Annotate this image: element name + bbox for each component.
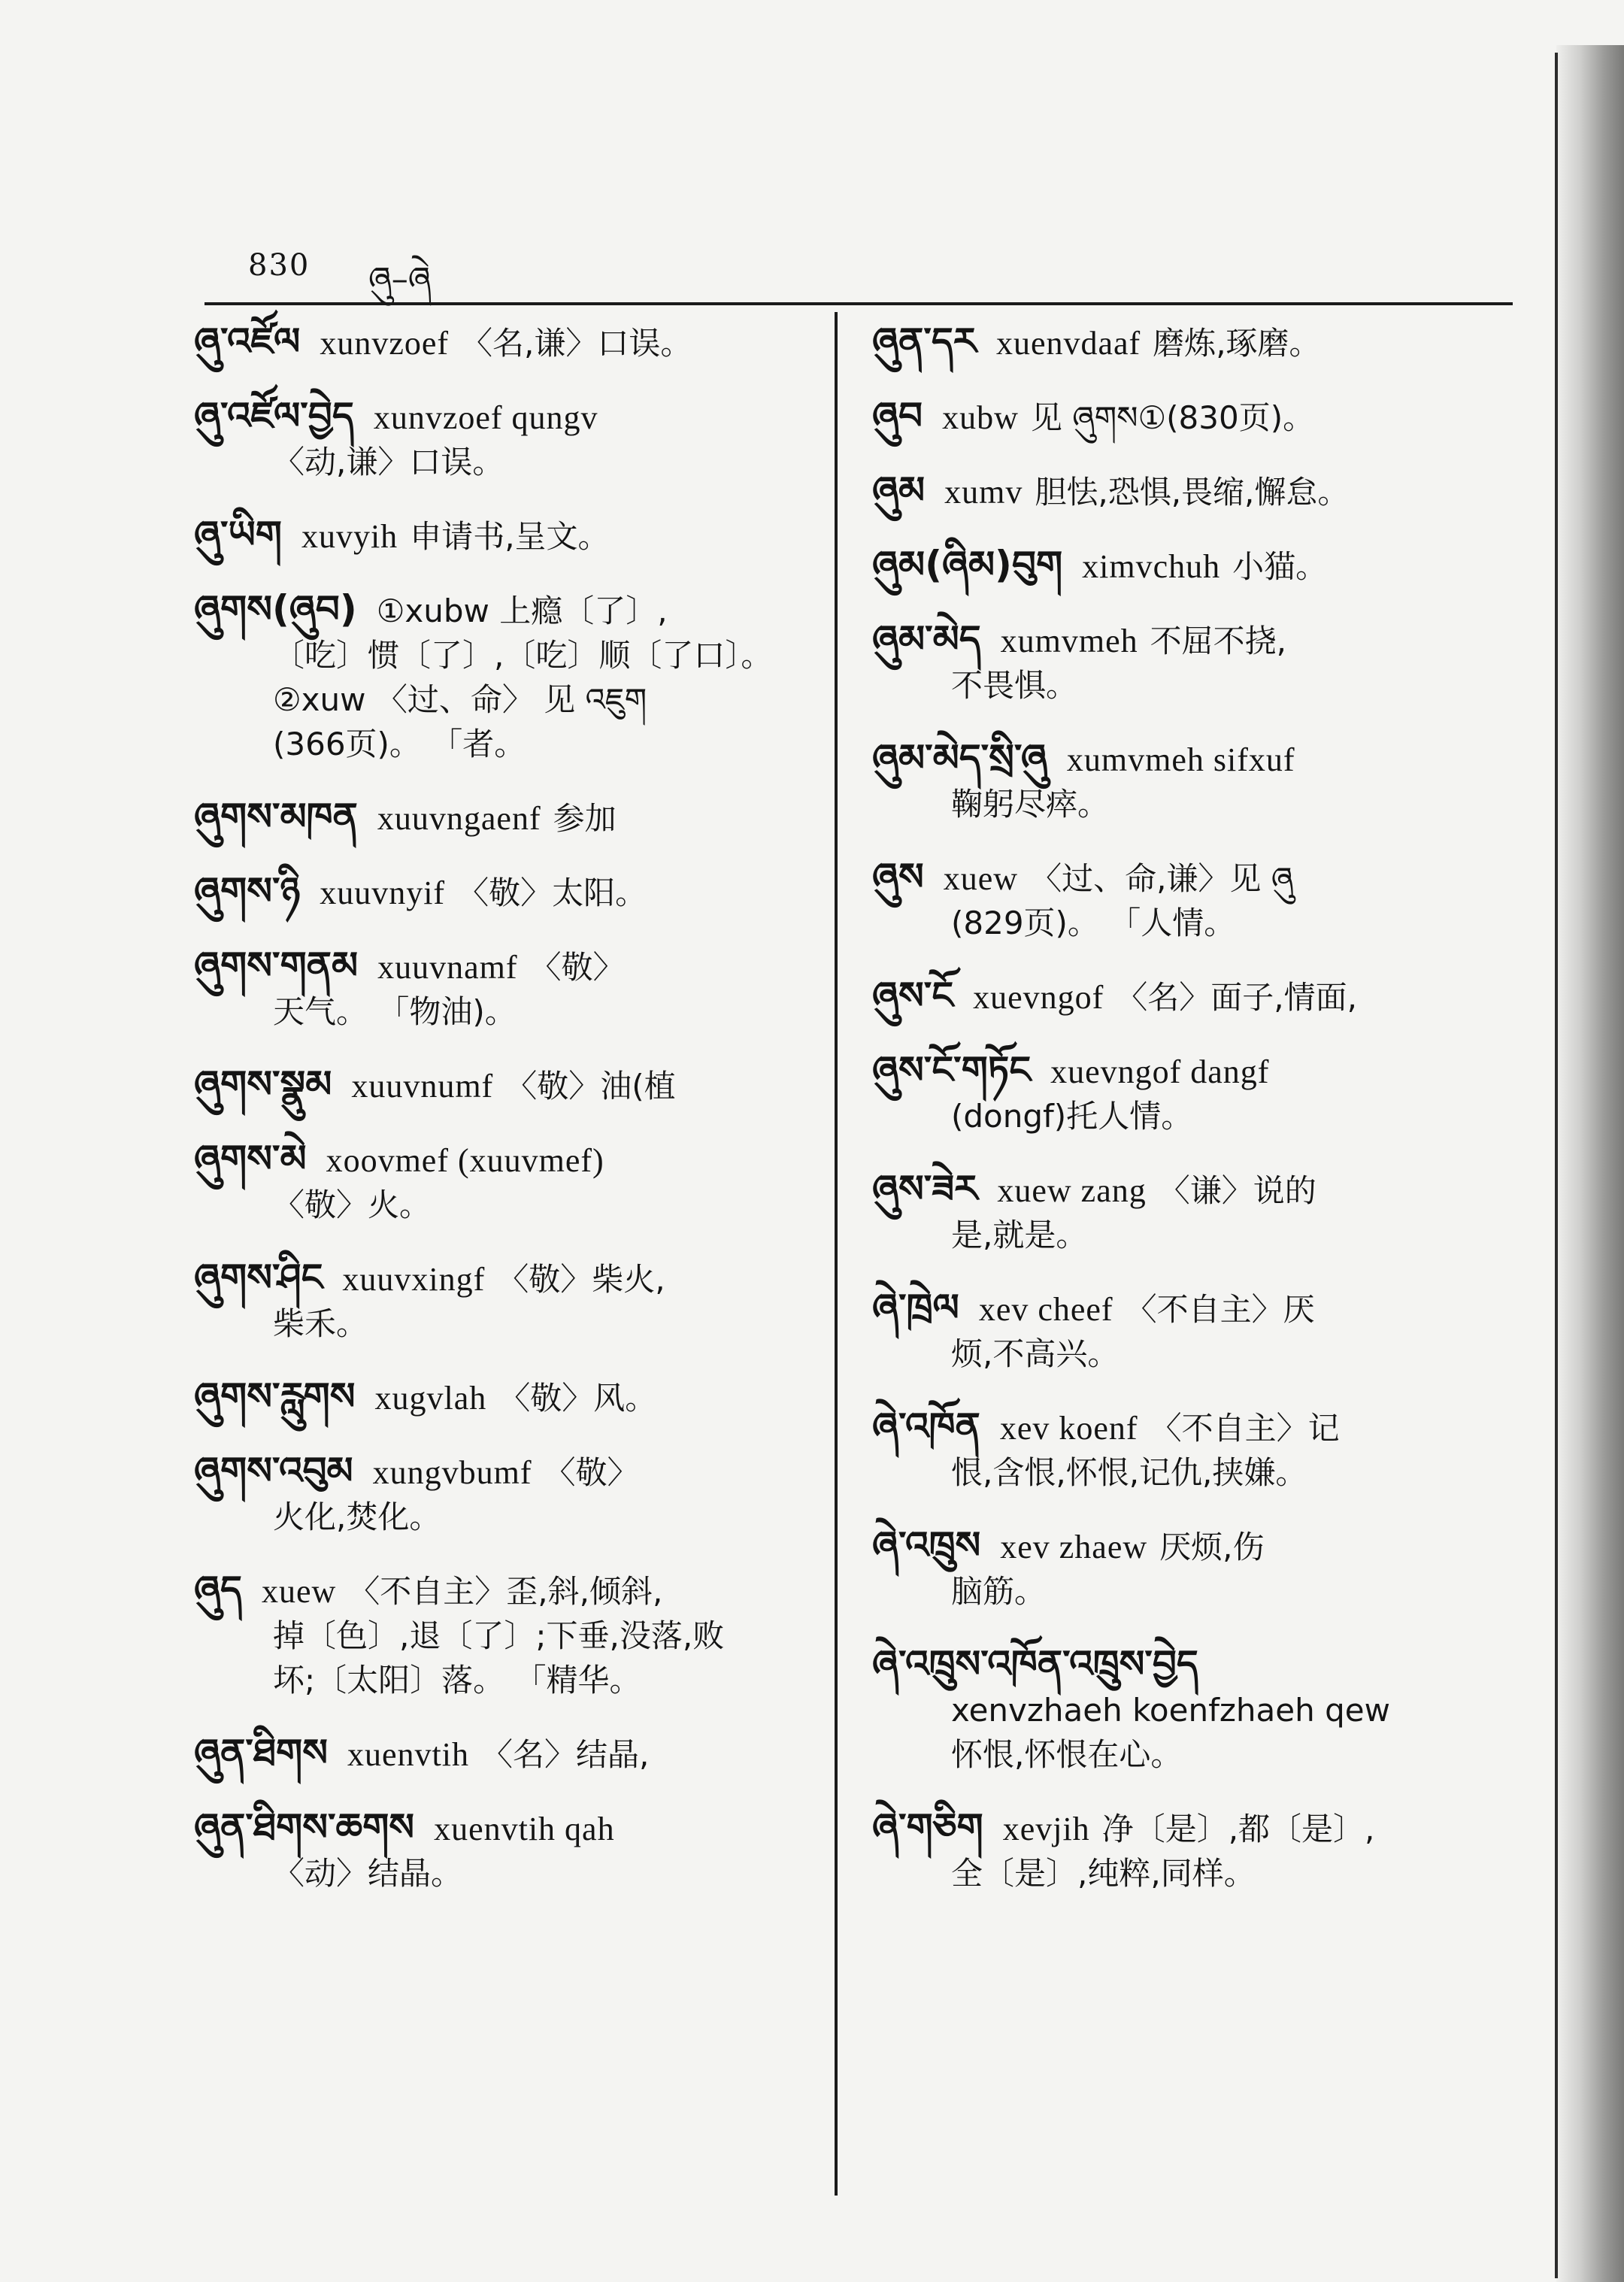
dictionary-entry [194, 587, 826, 766]
tibetan-headword: ཞུ་འཛོལ [194, 320, 301, 363]
romanization: xuvyih [301, 518, 398, 555]
page-edge-shadow [1556, 45, 1624, 2282]
definition-continuation: 烦,不高兴。 [951, 1335, 1120, 1372]
entry-headline [194, 1256, 826, 1302]
dictionary-entry [872, 1167, 1507, 1257]
definition: 小猫。 [1232, 548, 1328, 585]
entry-headline [872, 1405, 1507, 1450]
entry-headline [194, 513, 826, 559]
entry-headline [194, 587, 826, 633]
entry-headline [194, 320, 826, 365]
entry-headline [872, 736, 1507, 782]
column-divider [835, 312, 838, 2196]
definition-continuation: (dongf)托人情。 [951, 1098, 1193, 1135]
definition-continuation: 鞠躬尽瘁。 [951, 786, 1110, 823]
romanization: xugvlah [374, 1380, 487, 1417]
romanization: xuenvtih [347, 1736, 469, 1773]
dictionary-entry [872, 1805, 1507, 1896]
dictionary-entry [194, 1062, 826, 1108]
dictionary-entry [194, 1374, 826, 1420]
romanization: xuevngof dangf [1050, 1053, 1270, 1090]
romanization: xuenvdaaf [995, 325, 1141, 362]
dictionary-entry [872, 617, 1507, 708]
tibetan-headword: ཞུས་ངོ [872, 974, 954, 1017]
dictionary-entry [872, 320, 1507, 365]
definition-continuation: ②xuw 〈过、命〉 见 འཇུག [273, 681, 647, 718]
tibetan-headword: ཞུགས(ཞུབ) [194, 587, 357, 631]
definition: 〈敬〉太阳。 [457, 874, 647, 911]
definition: 见 ཞུགས①(830页)。 [1030, 399, 1315, 436]
tibetan-headword: ཞེ་ཁྲེལ [872, 1286, 959, 1329]
tibetan-headword: ཞུ་འཛོལ་བྱེད [194, 394, 354, 438]
entry-headline [194, 944, 826, 989]
tibetan-headword: ཞུགས་གནམ [194, 944, 359, 987]
entry-headline [194, 1137, 826, 1183]
dictionary-entry [194, 944, 826, 1034]
tibetan-headword: ཞུས་ཟེར [872, 1167, 978, 1211]
entry-headline [194, 1568, 826, 1614]
tibetan-headword: ཞེ་འཁོན [872, 1405, 980, 1448]
dictionary-entry [872, 1642, 1507, 1777]
definition: 不屈不挠, [1150, 623, 1286, 659]
definition-continuation: 恨,含恨,怀恨,记仇,挟嫌。 [951, 1454, 1307, 1491]
entry-headline [872, 1642, 1507, 1688]
dictionary-entry [194, 320, 826, 365]
romanization: xuuvngaenf [377, 800, 541, 837]
definition: 〈敬〉风。 [498, 1380, 657, 1417]
dictionary-entry [872, 394, 1507, 440]
tibetan-headword: ཞུས [872, 855, 924, 899]
tibetan-headword: ཞུན་དར [872, 320, 977, 363]
running-header: ཞུ–ཞེ [368, 260, 432, 299]
entry-headline [872, 394, 1507, 440]
tibetan-headword: ཞུགས་མེ [194, 1137, 307, 1180]
tibetan-headword: ཞེ་འཁྲུས [872, 1523, 981, 1567]
tibetan-headword: ཞུན་ཐིགས་ཆགས [194, 1805, 415, 1849]
definition-continuation: 〈敬〉火。 [273, 1186, 432, 1223]
romanization: xungvbumf [372, 1454, 532, 1491]
definition: 〈名〉结晶, [480, 1736, 650, 1773]
definition-continuation: 全〔是〕,纯粹,同样。 [951, 1855, 1256, 1892]
dictionary-entry [194, 1449, 826, 1539]
entry-headline [194, 394, 826, 440]
definition: 〈敬〉油(植 [505, 1068, 676, 1105]
romanization: xunvzoef qungv [373, 399, 598, 436]
definition-continuation: 不畏惧。 [951, 667, 1078, 704]
dictionary-entry [194, 1137, 826, 1227]
dictionary-entry [872, 1048, 1507, 1138]
entry-headline [194, 1062, 826, 1108]
page-edge-line [1555, 53, 1558, 2278]
romanization: ximvchuh [1082, 548, 1221, 585]
dictionary-entry [872, 543, 1507, 589]
header-rule [205, 302, 1513, 305]
definition-continuation: 〈动,谦〉口误。 [273, 444, 504, 480]
entry-headline [872, 1805, 1507, 1851]
right-column [872, 320, 1507, 1924]
definition: 〈谦〉说的 [1158, 1172, 1316, 1209]
definition: 〈不自主〉歪,斜,倾斜, [348, 1573, 663, 1610]
tibetan-headword: ཞེ་གཅིག [872, 1805, 983, 1849]
dictionary-entry [872, 855, 1507, 945]
romanization: xuew zang [997, 1172, 1147, 1209]
tibetan-headword: ཞུན་ཐིགས [194, 1731, 328, 1774]
definition-continuation: 柴禾。 [273, 1305, 368, 1342]
entry-headline [194, 1731, 826, 1777]
dictionary-entry [194, 1731, 826, 1777]
definition-continuation: 掉〔色〕,退〔了〕;下垂,没落,败 [273, 1617, 725, 1654]
romanization: xev koenf [999, 1410, 1138, 1447]
definition: 〈敬〉 [544, 1454, 639, 1491]
romanization: xoovmef (xuuvmef) [326, 1142, 604, 1179]
entry-headline [194, 869, 826, 915]
definition-continuation: 脑筋。 [951, 1573, 1047, 1610]
romanization: xuuvnumf [351, 1068, 494, 1105]
tibetan-headword: ཞུགས་རླུགས [194, 1374, 356, 1418]
definition-continuation: 坏;〔太阳〕落。 「精华。 [273, 1662, 641, 1699]
entry-headline [194, 1449, 826, 1495]
entry-headline [194, 795, 826, 841]
tibetan-headword: ཞུགས་ཉི [194, 869, 301, 913]
romanization: xuuvxingf [342, 1261, 486, 1298]
tibetan-headword: ཞུགས་སྣུམ [194, 1062, 332, 1106]
entry-headline [872, 974, 1507, 1020]
definition: 〈名〉面子,情面, [1116, 979, 1357, 1016]
definition: 胆怯,恐惧,畏缩,懈怠。 [1035, 474, 1350, 511]
definition-continuation: 〈动〉结晶。 [273, 1855, 463, 1892]
entry-headline [872, 1523, 1507, 1569]
definition: 净〔是〕,都〔是〕, [1101, 1811, 1375, 1847]
dictionary-entry [872, 468, 1507, 514]
tibetan-headword: ཞུད [194, 1568, 242, 1611]
page-number: 830 [248, 248, 311, 283]
tibetan-headword: ཞུགས་འབུམ [194, 1449, 353, 1493]
romanization: xuew [943, 860, 1019, 897]
tibetan-headword: ཞུབ [872, 394, 923, 438]
tibetan-headword: ཞུམ་མེད་སྲི་ཞུ [872, 736, 1047, 780]
dictionary-entry [872, 974, 1507, 1020]
dictionary-entry [194, 394, 826, 484]
entry-headline [872, 855, 1507, 901]
dictionary-entry [194, 1568, 826, 1702]
tibetan-headword: ཞུམ [872, 468, 926, 512]
romanization: xuenvtih qah [434, 1811, 615, 1847]
romanization: xubw [942, 399, 1019, 436]
definition-continuation: 火化,焚化。 [273, 1499, 441, 1535]
definition-continuation: 〔吃〕惯〔了〕,〔吃〕顺〔了口〕。 [273, 637, 773, 674]
entry-headline [194, 1805, 826, 1851]
entry-headline [872, 1286, 1507, 1332]
definition-continuation: (366页)。 「者。 [273, 726, 526, 762]
dictionary-entry [872, 1286, 1507, 1376]
entry-headline [872, 320, 1507, 365]
romanization: xuew [261, 1573, 337, 1610]
dictionary-entry [194, 869, 826, 915]
definition: 〈不自主〉记 [1150, 1410, 1340, 1447]
definition-continuation: (829页)。 「人情。 [951, 905, 1236, 941]
dictionary-entry [194, 1256, 826, 1346]
definition: 〈敬〉 [529, 949, 625, 986]
definition: 磨炼,琢磨。 [1153, 325, 1321, 362]
romanization: xuevngof [973, 979, 1104, 1016]
definition: 〈名,谦〉口误。 [461, 325, 692, 362]
romanization: xuuvnyif [320, 874, 446, 911]
definition: 〈不自主〉厌 [1125, 1291, 1315, 1328]
romanization: xumv [944, 474, 1023, 511]
tibetan-headword: ཞུས་ངོ་གཏོང [872, 1048, 1032, 1092]
left-column [194, 320, 826, 1924]
romanization: xumvmeh sifxuf [1066, 741, 1295, 778]
definition-continuation: 天气。 「物油)。 [273, 993, 517, 1030]
romanization: xumvmeh [1000, 623, 1138, 659]
definition: 〈过、命,谦〉见 ཞུ [1030, 860, 1294, 897]
dictionary-entry [194, 795, 826, 841]
definition: 参加 [553, 800, 617, 837]
dictionary-entry [872, 1523, 1507, 1614]
tibetan-headword: ཞུམ(ཞིམ)བུག [872, 543, 1063, 586]
tibetan-headword: ཞུགས་ཤིང [194, 1256, 323, 1299]
dictionary-entry [194, 1805, 826, 1896]
tibetan-headword: ཞེ་འཁྲུས་འཁོན་འཁྲུས་བྱེད [872, 1642, 1198, 1686]
dictionary-entry [872, 1405, 1507, 1495]
definition-continuation: 怀恨,怀恨在心。 [951, 1736, 1183, 1773]
entry-headline [194, 1374, 826, 1420]
entry-headline [872, 543, 1507, 589]
romanization: xunvzoef [320, 325, 450, 362]
entry-headline [872, 468, 1507, 514]
tibetan-headword: ཞུམ་མེད [872, 617, 981, 661]
romanization: xev cheef [978, 1291, 1113, 1328]
dictionary-entry [872, 736, 1507, 826]
romanization: xuuvnamf [377, 949, 518, 986]
romanization: xev zhaew [1000, 1529, 1148, 1565]
entry-headline [872, 617, 1507, 663]
definition: 厌烦,伤 [1159, 1529, 1265, 1565]
definition: ①xubw 上瘾〔了〕, [376, 592, 668, 629]
definition-continuation: 是,就是。 [951, 1217, 1088, 1253]
romanization: xevjih [1002, 1811, 1090, 1847]
entry-headline [872, 1167, 1507, 1213]
dictionary-entry [194, 513, 826, 559]
definition-continuation: xenvzhaeh koenfzhaeh qew [951, 1692, 1390, 1729]
tibetan-headword: ཞུ་ཡིག [194, 513, 282, 556]
entry-headline [872, 1048, 1507, 1094]
definition: 〈敬〉柴火, [497, 1261, 665, 1298]
definition: 申请书,呈文。 [410, 518, 610, 555]
tibetan-headword: ཞུགས་མཁན [194, 795, 358, 838]
